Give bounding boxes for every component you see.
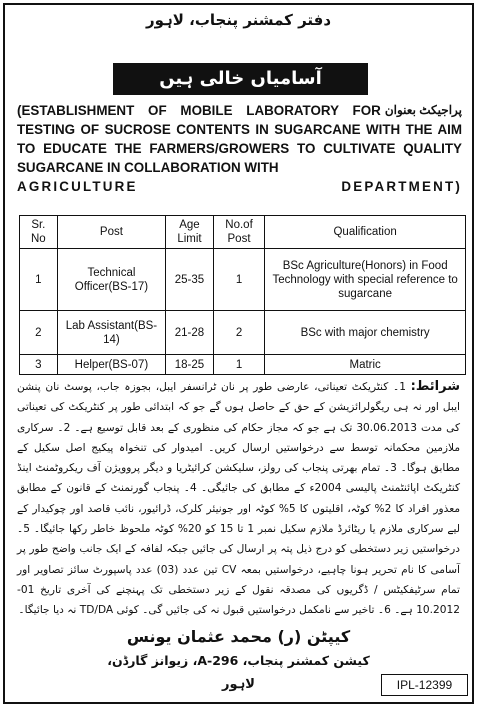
header-no-of-post: No.of Post	[213, 216, 265, 249]
cell-sr: 1	[20, 249, 58, 311]
posts-table	[19, 215, 466, 375]
cell-age: 18-25	[166, 355, 214, 375]
table-row	[20, 311, 466, 355]
project-rtl-label: پراجیکٹ بعنوان	[384, 103, 462, 117]
header-age-limit: Age Limit	[166, 216, 214, 249]
project-last-line: AGRICULTURE DEPARTMENT)	[17, 179, 462, 194]
cell-sr: 2	[20, 311, 58, 355]
project-description	[17, 101, 462, 196]
cell-qualification: BSc Agriculture(Honors) in Food Technology with special reference to sugarcane	[265, 249, 466, 311]
conditions-body: 1۔ کنٹریکٹ تعیناتی، عارضی طور پر نان ٹرانسفر ایبل، بجوزہ جاب، پوسٹ نان پنشن ایبل اور نہ ہی ریگولرائزیشن کے حق کے حاصل ہوں گے جو کہ ابتدائی طور پر کنٹریکٹ کی تعیناتی کی مدت 30.06.2013 تک ہے جو کہ مجاز حکام کی منظوری کے بعد قابل توسیع ہے۔ 2۔ سرکاری ملازمین محکمانہ توسط سے درخواستیں ارسال کریں۔ امیدوار کی تنخواہ پیکیج اصل سکیل کے مطابق ہوگا۔ 3۔ تمام بھرتی پنجاب کی رولز، سلیکشن کرائیٹریا و دیگر پروویژن آف ریکروٹمنٹ اینڈ کنٹریکٹ اپائنٹمنٹ پالیسی 2004ء کے مطابق کی جائیگی۔ 4۔ پنجاب گورنمنٹ کے قانون کے مطابق معذور افراد کا 2% کوٹہ، اقلیتوں کا 5% کوٹہ اور جونیئر کلرک، ڈرائیور، نائب قاصد اور چوکیدار کے لیے سرکاری ملازم یا ریٹائرڈ ملازم سکیل نمبر 1 تا 15 کو 20% کوٹہ ملحوظ خاطر رکھا جائیگا۔ 5۔ درخواستیں زیر دستخطی کو درج ذیل پتہ پر ارسال کی جائیں جبکہ لفافہ کے ایک جانب واضح طور پر آسامی کا نام تحریر ہونا چاہیے، درخواستیں بمعہ CV تین عدد (03) عدد پاسپورٹ سائز تصاویر اور تمام سرٹیفکیٹس / ڈگریوں کی مصدقہ نقول کے زیر دستخطی تک پہنچنے کی آخری تاریخ 01-10.2012 ہے۔ 6۔ تاخیر سے نامکمل درخواستیں قبول نہ کی جائیں گی۔ کوئی TD/DA نہ دیا جائیگا۔	[17, 381, 461, 617]
cell-post: Technical Officer(BS-17)	[57, 249, 165, 311]
project-text: (ESTABLISHMENT OF MOBILE LABORATORY FOR TESTING OF SUCROSE CONTENTS IN SUGARCANE WITH THE AIM TO EDUCATE THE FARMERS/GROWERS TO CULTIVATE QUALITY SUGARCANE IN COLLABORATION WITH	[17, 103, 462, 175]
office-title: دفتر کمشنر پنجاب، لاہور	[145, 11, 332, 29]
cell-post: Helper(BS-07)	[57, 355, 165, 375]
cell-age: 25-35	[166, 249, 214, 311]
conditions-heading: شرائط:	[410, 379, 460, 394]
cell-qualification: Matric	[265, 355, 466, 375]
vacancies-banner: آسامیاں خالی ہیں	[113, 63, 368, 95]
signatory-name: کیپٹن (ر) محمد عثمان یونس	[126, 627, 351, 646]
cell-num: 2	[213, 311, 265, 355]
signatory-city: لاہور	[222, 677, 255, 692]
header-qualification: Qualification	[265, 216, 466, 249]
conditions-section	[17, 377, 460, 621]
signatory-address: کیشن کمشنر پنجاب، A-296، زیوانز گارڈن،	[107, 653, 370, 668]
cell-post: Lab Assistant(BS-14)	[57, 311, 165, 355]
table-row	[20, 249, 466, 311]
advertisement-page	[3, 3, 474, 704]
table-row	[20, 355, 466, 375]
cell-qualification: BSc with major chemistry	[265, 311, 466, 355]
reference-number: IPL-12399	[381, 674, 468, 696]
cell-sr: 3	[20, 355, 58, 375]
header-sr-no: Sr. No	[20, 216, 58, 249]
table-header-row	[20, 216, 466, 249]
header-post: Post	[57, 216, 165, 249]
cell-age: 21-28	[166, 311, 214, 355]
cell-num: 1	[213, 355, 265, 375]
cell-num: 1	[213, 249, 265, 311]
